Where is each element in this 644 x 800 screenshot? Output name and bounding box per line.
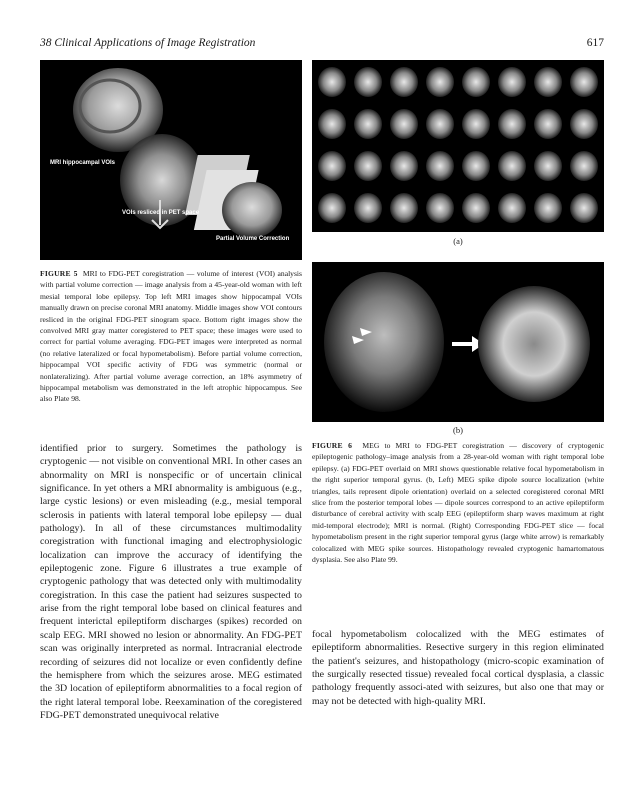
- page-number: 617: [586, 37, 604, 49]
- body-left-column: [40, 442, 302, 722]
- figure-6-caption-label: FIGURE 6: [312, 441, 353, 450]
- figure-6b-image: [312, 262, 604, 422]
- coronal-pet-slice: [478, 286, 590, 402]
- figure-5-caption: [40, 268, 302, 405]
- figure-6-caption: [312, 440, 604, 565]
- figure-6a-label: (a): [453, 236, 463, 246]
- figure-6a-slice-grid: [312, 60, 604, 232]
- figure-6a-image: [312, 60, 604, 232]
- figure-6b-label: (b): [453, 425, 463, 435]
- section-title: 38 Clinical Applications of Image Registration: [40, 37, 256, 49]
- body-right-paragraph: focal hypometabolism colocalized with the MEG estimates of epileptiform abnormalities. Resective surgery in this region eliminated the patient's seizures, and histopathology (micro-scopic examination of the surgically resected tissue) revealed focal cortical dysplasia, a classic pathology frequently associ-ated with seizures, but also one that may or may not be detected with high-quality MRI.: [312, 629, 604, 707]
- coronal-gray-matter-slice: [222, 182, 282, 238]
- figure-5-caption-text: MRI to FDG-PET coregistration — volume of interest (VOI) analysis with partial volume correction — image analysis from a 45-year-old woman with left mesial temporal lobe epilepsy. Top left MRI images show hippocampal VOIs manually drawn on precise coronal MRI anatomy. Middle images show VOI contours resliced in the original FDG-PET sinogram space. Bottom right images show the convolved MRI gray matter coregistered to PET space; these images were used to correct for partial volume averaging. FDG-PET images were interpreted as normal (no relative lateralized or focal hypometabolism). Before partial volume correction, hippocampal VOI specific activity of FDG was symmetric (normal or nonlateralizing). After partial volume average correction, an 18% asymmetry of hippocampal metabolism was demonstrated in the left atrophic hippocampus. See also Plate 98.: [40, 269, 302, 404]
- label-pv-correction: Partial Volume Correction: [216, 236, 290, 242]
- figure-5-image: [40, 60, 302, 260]
- coronal-mri-slice: [324, 272, 444, 412]
- body-left-paragraph: identified prior to surgery. Sometimes the pathology is cryptogenic — not visible on conventional MRI. In other cases an abnormality on MRI is nonspecific or of uncertain clinical significance. In yet others a MRI abnormality is ambiguous (e.g., large cystic lesions) or even misleading (e.g., mesial temporal sclerosis in patients with lateral temporal lobe epilepsy — dual pathology). In all of these circumstances multimodality coregistration with functional imaging and electrophysiologic localization can improve the accuracy of identifying the epileptogenic zone. Figure 6 illustrates a true example of cryptogenic pathology that was detected only with multimodality coregistration. In this case the patient had seizures suspected to arise from the right temporal lobe based on clinical features and frequent interictal epileptiform discharges (spikes) recorded on scalp EEG. MRI showed no lesion or abnormality. An FDG-PET scan was originally interpreted as normal. Intracranial electrode recording of seizures did not localize or even confidently define the hemisphere from which the seizures arose. MEG estimated the 3D location of epileptiform abnormalities to a focal region of the right lateral temporal lobe. Reexamination of the coregistered FDG-PET demonstrated unequivocal relative: [40, 443, 302, 721]
- label-mri-vois: MRI hippocampal VOIs: [50, 160, 116, 166]
- figure-6b-mri-pet: [312, 262, 604, 422]
- figure-5-caption-label: FIGURE 5: [40, 269, 78, 278]
- label-pet-space: VOIs resliced in PET space: [122, 210, 200, 216]
- figure-6-caption-text: MEG to MRI to FDG-PET coregistration — discovery of cryptogenic epileptogenic pathology–image analysis from a 28-year-old woman with right temporal lobe epilepsy. (a) FDG-PET overlaid on MRI shows questionable relative focal hypometabolism in the right superior temporal gyrus. (b, Left) MEG spike dipole source localization (white triangles, tails represent dipole orientation) overlaid on a selected coregistered coronal MRI slice from the posterior temporal lobes — dipole sources correspond to an active epileptiform disturbance of cerebral activity with scalp EEG (epileptiform sharp waves maximum at right mid-temporal electrode); MRI is normal. (Right) Corresponding FDG-PET slice — focal hypometabolism present in the right superior temporal gyrus (large white arrow) is remarkably colocalized with MEG spike sources. Histopathology revealed cryptogenic hamartomatous dysplasia. See also Plate 99.: [312, 441, 604, 565]
- body-right-column: [312, 628, 604, 708]
- running-head: [40, 37, 604, 51]
